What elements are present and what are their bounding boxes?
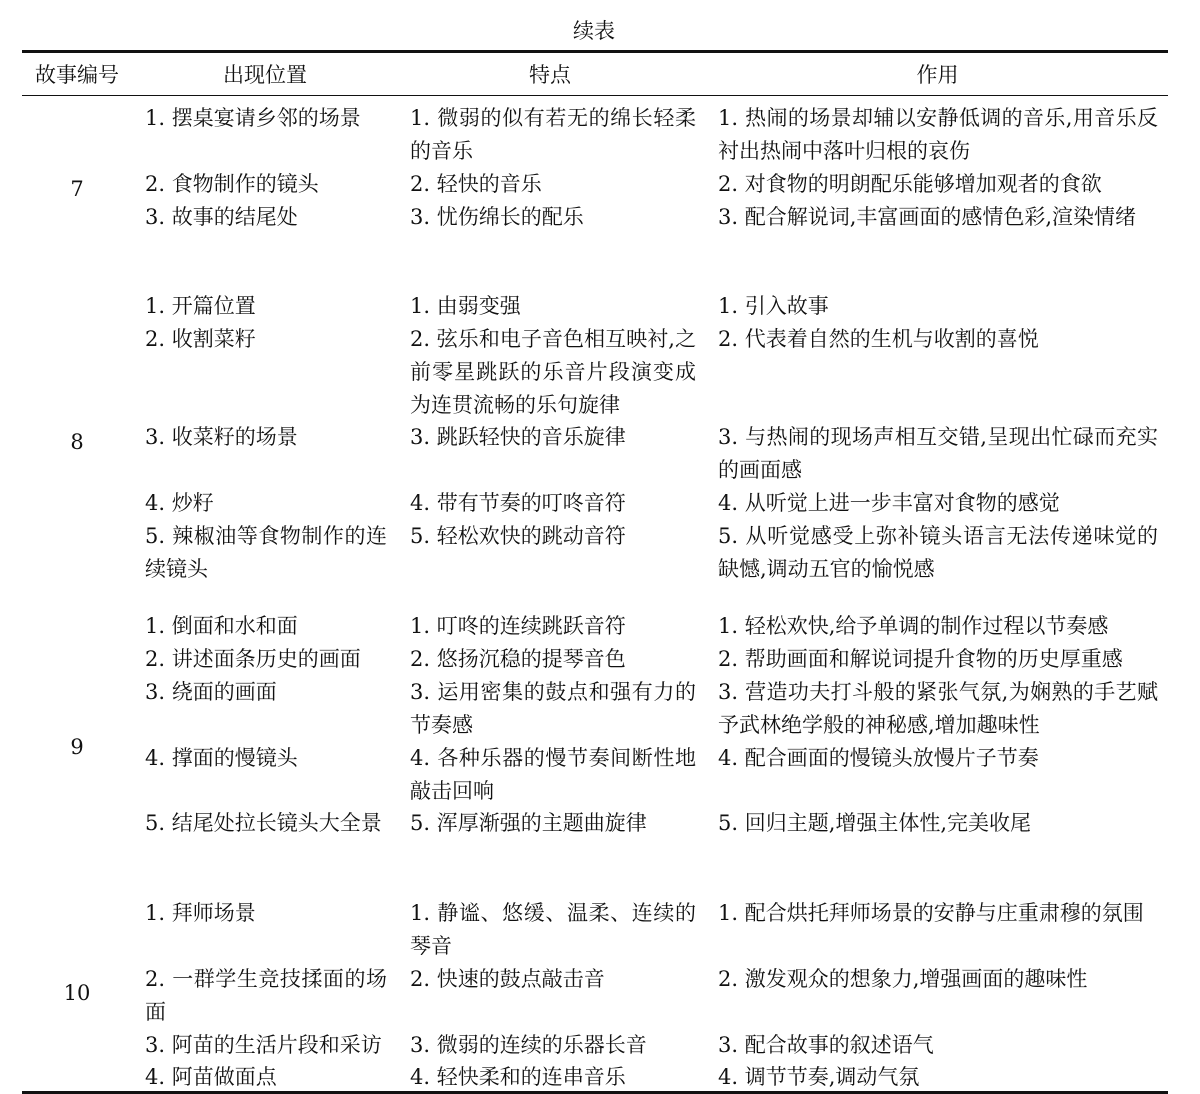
- position-cell: 2. 食物制作的镜头: [145, 172, 319, 196]
- table-header-rule: [22, 95, 1168, 96]
- effect-cell: 1. 轻松欢快,给予单调的制作过程以节奏感: [718, 614, 1109, 638]
- position-cell: 5. 结尾处拉长镜头大全景: [145, 811, 382, 835]
- effect-cell: 2. 代表着自然的生机与收割的喜悦: [718, 327, 1039, 351]
- effect-cell: 4. 从听觉上进一步丰富对食物的感觉: [718, 491, 1060, 515]
- effect-cell: 1. 配合烘托拜师场景的安静与庄重肃穆的氛围: [718, 901, 1144, 925]
- position-cell: 3. 故事的结尾处: [145, 205, 298, 229]
- feature-cell: 2. 悠扬沉稳的提琴音色: [410, 647, 626, 671]
- feature-cell: 5. 轻松欢快的跳动音符: [410, 524, 626, 548]
- position-cell: 3. 收菜籽的场景: [145, 425, 298, 449]
- position-cell: 2. 讲述面条历史的画面: [145, 647, 361, 671]
- position-cell: 2. 一群学生竞技揉面的场面: [145, 967, 387, 1024]
- feature-cell: 1. 叮咚的连续跳跃音符: [410, 614, 626, 638]
- header-effect: 作用: [916, 63, 959, 87]
- effect-cell: 2. 帮助画面和解说词提升食物的历史厚重感: [718, 647, 1123, 671]
- position-cell: 5. 辣椒油等食物制作的连续镜头: [145, 524, 387, 581]
- feature-cell: 3. 微弱的连续的乐器长音: [410, 1033, 647, 1057]
- feature-cell: 1. 静谧、悠缓、温柔、连续的琴音: [410, 901, 696, 958]
- feature-cell: 5. 浑厚渐强的主题曲旋律: [410, 811, 647, 835]
- feature-cell: 3. 跳跃轻快的音乐旋律: [410, 425, 626, 449]
- effect-cell: 1. 引入故事: [718, 294, 829, 318]
- position-cell: 1. 开篇位置: [145, 294, 256, 318]
- effect-cell: 5. 从听觉感受上弥补镜头语言无法传递味觉的缺憾,调动五官的愉悦感: [718, 524, 1158, 581]
- effect-cell: 2. 激发观众的想象力,增强画面的趣味性: [718, 967, 1088, 991]
- feature-cell: 4. 各种乐器的慢节奏间断性地敲击回响: [410, 746, 696, 803]
- feature-cell: 1. 微弱的似有若无的绵长轻柔的音乐: [410, 106, 696, 163]
- position-cell: 1. 倒面和水和面: [145, 614, 298, 638]
- header-position: 出现位置: [223, 63, 307, 87]
- feature-cell: 4. 带有节奏的叮咚音符: [410, 491, 626, 515]
- feature-cell: 2. 轻快的音乐: [410, 172, 542, 196]
- story-number: 10: [63, 981, 91, 1005]
- feature-cell: 1. 由弱变强: [410, 294, 521, 318]
- table-top-rule: [22, 50, 1168, 53]
- position-cell: 4. 炒籽: [145, 491, 214, 515]
- feature-cell: 2. 弦乐和电子音色相互映衬,之前零星跳跃的乐音片段演变成为连贯流畅的乐句旋律: [410, 327, 696, 417]
- story-number: 7: [70, 177, 84, 201]
- feature-cell: 2. 快速的鼓点敲击音: [410, 967, 605, 991]
- effect-cell: 3. 配合故事的叙述语气: [718, 1033, 934, 1057]
- effect-cell: 4. 调节节奏,调动气氛: [718, 1065, 920, 1089]
- feature-cell: 3. 运用密集的鼓点和强有力的节奏感: [410, 680, 696, 737]
- position-cell: 1. 拜师场景: [145, 901, 256, 925]
- table-caption: 续表: [573, 19, 615, 43]
- feature-cell: 3. 忧伤绵长的配乐: [410, 205, 584, 229]
- position-cell: 3. 阿苗的生活片段和采访: [145, 1033, 382, 1057]
- effect-cell: 2. 对食物的明朗配乐能够增加观者的食欲: [718, 172, 1102, 196]
- position-cell: 1. 摆桌宴请乡邻的场景: [145, 106, 361, 130]
- effect-cell: 3. 与热闹的现场声相互交错,呈现出忙碌而充实的画面感: [718, 425, 1158, 482]
- header-feature: 特点: [529, 63, 571, 87]
- effect-cell: 3. 配合解说词,丰富画面的感情色彩,渲染情绪: [718, 205, 1137, 229]
- position-cell: 4. 阿苗做面点: [145, 1065, 277, 1089]
- effect-cell: 5. 回归主题,增强主体性,完美收尾: [718, 811, 1032, 835]
- feature-cell: 4. 轻快柔和的连串音乐: [410, 1065, 626, 1089]
- position-cell: 3. 绕面的画面: [145, 680, 277, 704]
- story-number: 9: [70, 735, 84, 759]
- effect-cell: 1. 热闹的场景却辅以安静低调的音乐,用音乐反衬出热闹中落叶归根的哀伤: [718, 106, 1158, 163]
- position-cell: 2. 收割菜籽: [145, 327, 256, 351]
- effect-cell: 3. 营造功夫打斗般的紧张气氛,为娴熟的手艺赋予武林绝学般的神秘感,增加趣味性: [718, 680, 1158, 737]
- effect-cell: 4. 配合画面的慢镜头放慢片子节奏: [718, 746, 1039, 770]
- header-story-no: 故事编号: [35, 63, 119, 87]
- story-number: 8: [70, 430, 84, 454]
- position-cell: 4. 撑面的慢镜头: [145, 746, 298, 770]
